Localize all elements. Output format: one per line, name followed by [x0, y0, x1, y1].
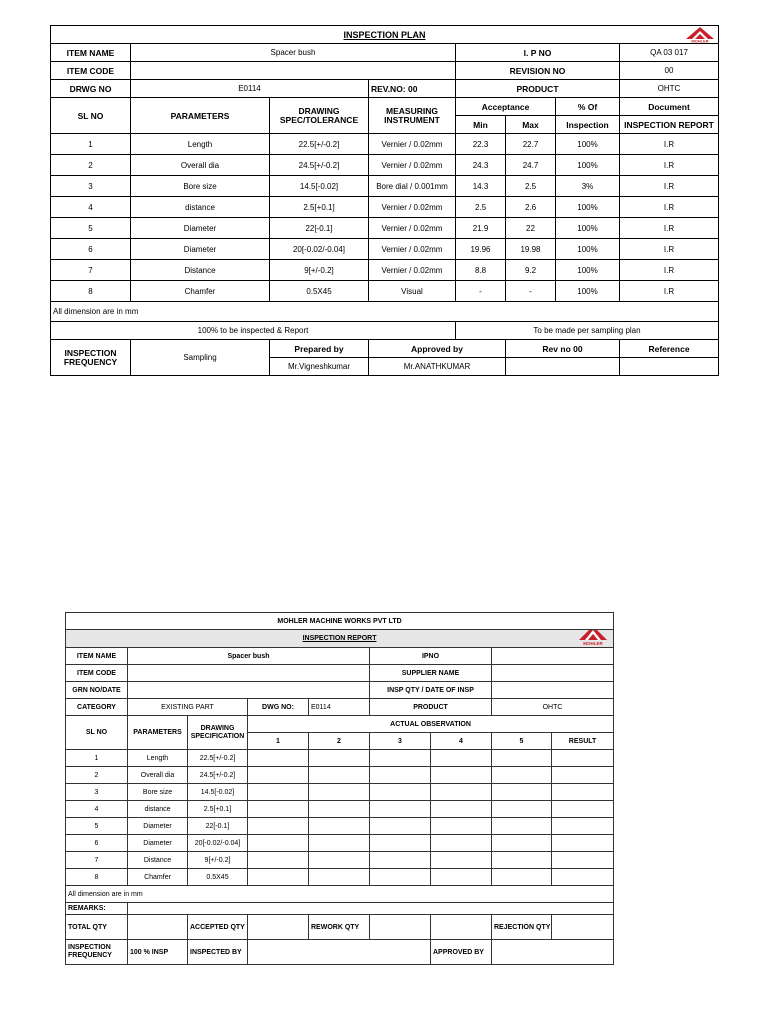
rejection-qty-label: REJECTION QTY — [492, 915, 552, 940]
report-row-result[interactable] — [552, 801, 614, 818]
report-row-observation-5[interactable] — [492, 818, 552, 835]
report-row-observation-1[interactable] — [248, 784, 309, 801]
company-name: MOHLER MACHINE WORKS PVT LTD — [66, 613, 614, 630]
col-slno: SL NO — [51, 98, 131, 134]
report-approved-by-label: APPROVED BY — [431, 940, 492, 965]
col-pct-of: % Of — [556, 98, 620, 116]
report-row-drawing-spec: 2.5[+0.1] — [188, 801, 248, 818]
row-max: 19.98 — [506, 239, 556, 260]
product-label: PRODUCT — [456, 80, 620, 98]
report-row-observation-4[interactable] — [431, 750, 492, 767]
row-parameter: Diameter — [131, 218, 270, 239]
row-pct-inspection: 100% — [556, 197, 620, 218]
col-max: Max — [506, 116, 556, 134]
report-row-drawing-spec: 24.5[+/-0.2] — [188, 767, 248, 784]
inspected-by-value — [248, 940, 431, 965]
row-document: I.R — [620, 281, 719, 302]
revision-value: 00 — [620, 62, 719, 80]
report-row-observation-4[interactable] — [431, 784, 492, 801]
report-row-observation-2[interactable] — [309, 784, 370, 801]
prepared-by-value: Mr.Vigneshkumar — [270, 358, 369, 376]
dwg-no-label: DWG NO: — [248, 699, 309, 716]
report-row-observation-2[interactable] — [309, 818, 370, 835]
report-row — [66, 869, 614, 886]
report-row-observation-2[interactable] — [309, 852, 370, 869]
row-min: 19.96 — [456, 239, 506, 260]
report-row-parameter: distance — [128, 801, 188, 818]
row-instrument: Visual — [369, 281, 456, 302]
report-row-slno: 1 — [66, 750, 128, 767]
reference-value — [620, 358, 719, 376]
col-measuring-instrument: MEASURING INSTRUMENT — [369, 98, 456, 134]
row-min: 21.9 — [456, 218, 506, 239]
inspected-by-label: INSPECTED BY — [188, 940, 248, 965]
report-row-parameter: Diameter — [128, 818, 188, 835]
row-drawing-spec: 14.5[-0.02] — [270, 176, 369, 197]
report-row-observation-3[interactable] — [370, 767, 431, 784]
report-row-observation-5[interactable] — [492, 750, 552, 767]
report-row-drawing-spec: 9[+/-0.2] — [188, 852, 248, 869]
report-row-slno: 6 — [66, 835, 128, 852]
row-drawing-spec: 20[-0.02/-0.04] — [270, 239, 369, 260]
row-document: I.R — [620, 239, 719, 260]
row-drawing-spec: 22.5[+/-0.2] — [270, 134, 369, 155]
report-row-parameter: Overall dia — [128, 767, 188, 784]
report-row-parameter: Bore size — [128, 784, 188, 801]
inspection-plan-table — [50, 25, 719, 376]
supplier-name-value — [492, 665, 614, 682]
row-slno: 3 — [51, 176, 131, 197]
report-row-observation-4[interactable] — [431, 852, 492, 869]
report-row-slno: 7 — [66, 852, 128, 869]
row-min: 8.8 — [456, 260, 506, 281]
ipno-value: QA 03 017 — [620, 44, 719, 62]
plan-row — [51, 176, 719, 197]
report-ipno-value — [492, 648, 614, 665]
report-row-observation-2[interactable] — [309, 835, 370, 852]
inspection-report-table — [65, 612, 614, 965]
row-drawing-spec: 24.5[+/-0.2] — [270, 155, 369, 176]
dwg-no-value: E0114 — [309, 699, 370, 716]
report-row-observation-4[interactable] — [431, 801, 492, 818]
total-qty-value — [128, 915, 188, 940]
obs-col-3: 3 — [370, 733, 431, 750]
report-note: All dimension are in mm — [66, 886, 614, 903]
report-row-observation-3[interactable] — [370, 750, 431, 767]
report-row-observation-4[interactable] — [431, 767, 492, 784]
report-col-slno: SL NO — [66, 716, 128, 750]
result-col: RESULT — [552, 733, 614, 750]
supplier-name-label: SUPPLIER NAME — [370, 665, 492, 682]
row-instrument: Vernier / 0.02mm — [369, 260, 456, 281]
col-inspection-report: INSPECTION REPORT — [620, 116, 719, 134]
row-min: 22.3 — [456, 134, 506, 155]
remarks-label: REMARKS: — [66, 903, 128, 915]
report-row-slno: 3 — [66, 784, 128, 801]
report-approved-by-value — [492, 940, 614, 965]
report-row-result[interactable] — [552, 767, 614, 784]
report-row-observation-2[interactable] — [309, 767, 370, 784]
reference-label: Reference — [620, 340, 719, 358]
category-value: EXISTING PART — [128, 699, 248, 716]
item-code-label: ITEM CODE — [51, 62, 131, 80]
plan-row — [51, 197, 719, 218]
rework-qty-label: REWORK QTY — [309, 915, 370, 940]
rejection-qty-value — [552, 915, 614, 940]
report-row-observation-5[interactable] — [492, 852, 552, 869]
report-row — [66, 852, 614, 869]
report-item-code-value — [128, 665, 370, 682]
row-parameter: Chamfer — [131, 281, 270, 302]
plan-note: All dimension are in mm — [51, 302, 719, 322]
remarks-value — [128, 903, 614, 915]
report-row-slno: 8 — [66, 869, 128, 886]
col-acceptance: Acceptance — [456, 98, 556, 116]
report-row-observation-5[interactable] — [492, 869, 552, 886]
revno-label: REV.NO: 00 — [369, 80, 456, 98]
report-title — [66, 630, 614, 648]
report-row-observation-1[interactable] — [248, 852, 309, 869]
total-qty-label: TOTAL QTY — [66, 915, 128, 940]
row-slno: 2 — [51, 155, 131, 176]
row-slno: 8 — [51, 281, 131, 302]
insp-qty-label: INSP QTY / DATE OF INSP — [370, 682, 492, 699]
report-row-drawing-spec: 22.5[+/-0.2] — [188, 750, 248, 767]
row-max: 9.2 — [506, 260, 556, 281]
report-frequency-label: INSPECTION FREQUENCY — [66, 940, 128, 965]
row-instrument: Bore dial / 0.001mm — [369, 176, 456, 197]
report-row-result[interactable] — [552, 750, 614, 767]
row-pct-inspection: 100% — [556, 155, 620, 176]
report-row-observation-3[interactable] — [370, 784, 431, 801]
row-instrument: Vernier / 0.02mm — [369, 197, 456, 218]
report-row-observation-3[interactable] — [370, 835, 431, 852]
ipno-label: I. P NO — [456, 44, 620, 62]
row-drawing-spec: 0.5X45 — [270, 281, 369, 302]
report-row-result[interactable] — [552, 852, 614, 869]
inspect-report-note: 100% to be inspected & Report — [51, 322, 456, 340]
row-parameter: Length — [131, 134, 270, 155]
row-pct-inspection: 100% — [556, 260, 620, 281]
item-name-label: ITEM NAME — [51, 44, 131, 62]
plan-row — [51, 218, 719, 239]
row-max: - — [506, 281, 556, 302]
plan-title-text: INSPECTION PLAN — [343, 29, 426, 40]
insp-qty-value — [492, 682, 614, 699]
row-min: - — [456, 281, 506, 302]
report-row-result[interactable] — [552, 784, 614, 801]
report-row-drawing-spec: 22[-0.1] — [188, 818, 248, 835]
svg-text:MOHLER: MOHLER — [691, 38, 709, 43]
report-row-parameter: Distance — [128, 852, 188, 869]
obs-col-1: 1 — [248, 733, 309, 750]
accepted-qty-label: ACCEPTED QTY — [188, 915, 248, 940]
plan-title — [51, 26, 719, 44]
plan-row — [51, 260, 719, 281]
blank-cell — [431, 915, 492, 940]
col-drawing-spec: DRAWING SPEC/TOLERANCE — [270, 98, 369, 134]
report-row-parameter: Chamfer — [128, 869, 188, 886]
report-row-observation-1[interactable] — [248, 818, 309, 835]
report-row-result[interactable] — [552, 818, 614, 835]
report-row-observation-3[interactable] — [370, 818, 431, 835]
drwg-value: E0114 — [131, 80, 369, 98]
row-slno: 6 — [51, 239, 131, 260]
row-slno: 5 — [51, 218, 131, 239]
row-min: 14.3 — [456, 176, 506, 197]
report-row-observation-5[interactable] — [492, 801, 552, 818]
report-product-label: PRODUCT — [370, 699, 492, 716]
row-pct-inspection: 100% — [556, 218, 620, 239]
drwg-label: DRWG NO — [51, 80, 131, 98]
report-product-value: OHTC — [492, 699, 614, 716]
row-document: I.R — [620, 218, 719, 239]
report-row-observation-4[interactable] — [431, 818, 492, 835]
row-document: I.R — [620, 155, 719, 176]
row-max: 2.6 — [506, 197, 556, 218]
row-min: 2.5 — [456, 197, 506, 218]
report-row — [66, 835, 614, 852]
report-row — [66, 750, 614, 767]
report-item-name-value: Spacer bush — [128, 648, 370, 665]
row-document: I.R — [620, 260, 719, 281]
inspection-frequency-label: INSPECTION FREQUENCY — [51, 340, 131, 376]
report-row-observation-3[interactable] — [370, 801, 431, 818]
rev-no-label: Rev no 00 — [506, 340, 620, 358]
row-drawing-spec: 9[+/-0.2] — [270, 260, 369, 281]
approved-by-value: Mr.ANATHKUMAR — [369, 358, 506, 376]
report-row-slno: 4 — [66, 801, 128, 818]
row-drawing-spec: 22[-0.1] — [270, 218, 369, 239]
report-row-drawing-spec: 0.5X45 — [188, 869, 248, 886]
report-ipno-label: IPNO — [370, 648, 492, 665]
insp-pct-value: 100 % INSP — [128, 940, 188, 965]
row-parameter: Overall dia — [131, 155, 270, 176]
report-row-observation-5[interactable] — [492, 784, 552, 801]
row-max: 22 — [506, 218, 556, 239]
report-row — [66, 767, 614, 784]
row-document: I.R — [620, 134, 719, 155]
obs-col-4: 4 — [431, 733, 492, 750]
row-pct-inspection: 100% — [556, 281, 620, 302]
row-pct-inspection: 100% — [556, 134, 620, 155]
mohler-logo-icon — [684, 26, 716, 43]
grn-label: GRN NO/DATE — [66, 682, 128, 699]
plan-row — [51, 134, 719, 155]
row-instrument: Vernier / 0.02mm — [369, 155, 456, 176]
obs-col-5: 5 — [492, 733, 552, 750]
row-instrument: Vernier / 0.02mm — [369, 239, 456, 260]
row-parameter: Bore size — [131, 176, 270, 197]
report-row — [66, 818, 614, 835]
accepted-qty-value — [248, 915, 309, 940]
revision-label: REVISION NO — [456, 62, 620, 80]
category-label: CATEGORY — [66, 699, 128, 716]
report-col-drawing-spec: DRAWING SPECIFICATION — [188, 716, 248, 750]
row-max: 24.7 — [506, 155, 556, 176]
actual-observation-header: ACTUAL OBSERVATION — [248, 716, 614, 733]
plan-row — [51, 239, 719, 260]
rev-no-value — [506, 358, 620, 376]
prepared-by-label: Prepared by — [270, 340, 369, 358]
report-row-observation-2[interactable] — [309, 750, 370, 767]
mohler-logo-icon — [577, 630, 609, 647]
approved-by-label: Approved by — [369, 340, 506, 358]
report-row-parameter: Diameter — [128, 835, 188, 852]
report-row-observation-2[interactable] — [309, 869, 370, 886]
row-parameter: Distance — [131, 260, 270, 281]
row-slno: 7 — [51, 260, 131, 281]
row-parameter: distance — [131, 197, 270, 218]
row-slno: 1 — [51, 134, 131, 155]
col-inspection: Inspection — [556, 116, 620, 134]
report-row-observation-1[interactable] — [248, 750, 309, 767]
row-pct-inspection: 3% — [556, 176, 620, 197]
col-document: Document — [620, 98, 719, 116]
row-drawing-spec: 2.5[+0.1] — [270, 197, 369, 218]
report-row-observation-4[interactable] — [431, 869, 492, 886]
row-pct-inspection: 100% — [556, 239, 620, 260]
row-document: I.R — [620, 197, 719, 218]
grn-value — [128, 682, 370, 699]
item-name-value: Spacer bush — [131, 44, 456, 62]
report-row-observation-1[interactable] — [248, 835, 309, 852]
report-row-result[interactable] — [552, 869, 614, 886]
report-row-observation-4[interactable] — [431, 835, 492, 852]
col-parameters: PARAMETERS — [131, 98, 270, 134]
plan-row — [51, 155, 719, 176]
sampling-value: Sampling — [131, 340, 270, 376]
report-item-code-label: ITEM CODE — [66, 665, 128, 682]
plan-row — [51, 281, 719, 302]
product-value: OHTC — [620, 80, 719, 98]
report-row-drawing-spec: 20[-0.02/-0.04] — [188, 835, 248, 852]
row-instrument: Vernier / 0.02mm — [369, 218, 456, 239]
row-max: 22.7 — [506, 134, 556, 155]
report-row-slno: 2 — [66, 767, 128, 784]
report-row — [66, 784, 614, 801]
row-max: 2.5 — [506, 176, 556, 197]
report-row-observation-3[interactable] — [370, 852, 431, 869]
row-parameter: Diameter — [131, 239, 270, 260]
row-instrument: Vernier / 0.02mm — [369, 134, 456, 155]
report-title-text: INSPECTION REPORT — [302, 635, 377, 642]
report-row — [66, 801, 614, 818]
report-row-observation-2[interactable] — [309, 801, 370, 818]
report-row-observation-1[interactable] — [248, 869, 309, 886]
row-document: I.R — [620, 176, 719, 197]
obs-col-2: 2 — [309, 733, 370, 750]
report-row-observation-3[interactable] — [370, 869, 431, 886]
report-row-observation-1[interactable] — [248, 767, 309, 784]
report-row-slno: 5 — [66, 818, 128, 835]
report-row-observation-5[interactable] — [492, 767, 552, 784]
report-row-drawing-spec: 14.5[-0.02] — [188, 784, 248, 801]
item-code-value — [131, 62, 456, 80]
svg-text:MOHLER: MOHLER — [583, 641, 603, 646]
rework-qty-value — [370, 915, 431, 940]
row-slno: 4 — [51, 197, 131, 218]
report-row-observation-1[interactable] — [248, 801, 309, 818]
col-min: Min — [456, 116, 506, 134]
sampling-plan-note: To be made per sampling plan — [456, 322, 719, 340]
report-row-parameter: Length — [128, 750, 188, 767]
report-row-result[interactable] — [552, 835, 614, 852]
row-min: 24.3 — [456, 155, 506, 176]
report-row-observation-5[interactable] — [492, 835, 552, 852]
report-item-name-label: ITEM NAME — [66, 648, 128, 665]
report-col-parameters: PARAMETERS — [128, 716, 188, 750]
